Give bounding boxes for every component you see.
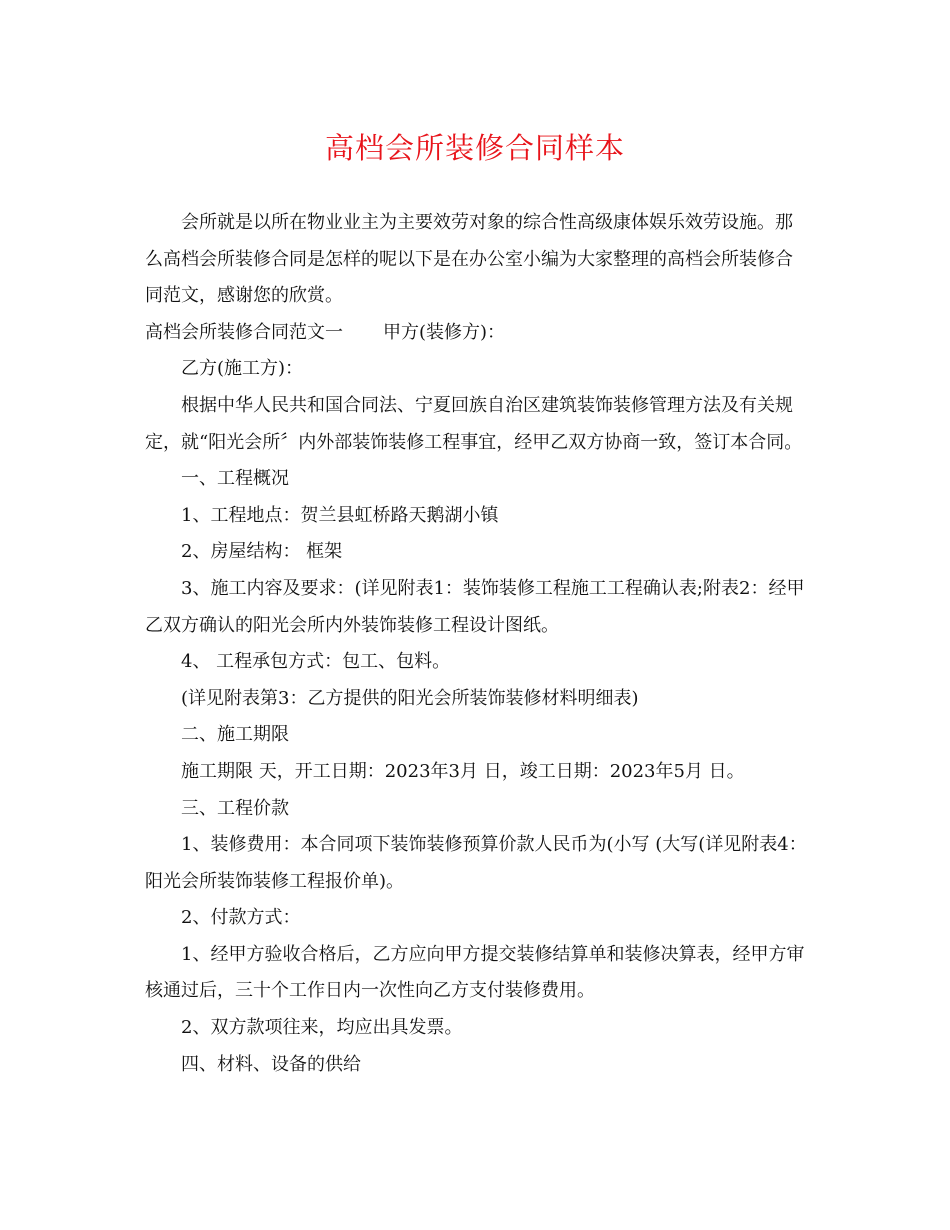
section-3-item-2: 2、付款方式： xyxy=(181,907,301,929)
section-3-title: 三、工程价款 xyxy=(181,797,289,819)
section-2-title: 二、施工期限 xyxy=(181,724,289,746)
sample-heading-line xyxy=(145,315,809,352)
intro-paragraph: 会所就是以所在物业业主为主要效劳对象的综合性高级康体娱乐效劳设施。那么高档会所装修合同是怎样的呢以下是在办公室小编为大家整理的高档会所装修合同范文，感谢您的欣赏。 xyxy=(145,212,793,307)
party-a-label: 甲方(装修方)： xyxy=(383,321,506,343)
section-1-item-3: 3、施工内容及要求：(详见附表1：装饰装修工程施工工程确认表;附表2：经甲乙双方确认的阳光会所内外装饰装修工程设计图纸。 xyxy=(145,577,805,636)
section-1-item-4-note: (详见附表第3：乙方提供的阳光会所装饰装修材料明细表) xyxy=(181,687,639,709)
section-1-item-1: 1、工程地点：贺兰县虹桥路天鹅湖小镇 xyxy=(181,504,499,526)
section-3-item-1: 1、装修费用：本合同项下装饰装修预算价款人民币为(小写 (大写(详见附表4：阳光会所装饰装修工程报价单)。 xyxy=(145,834,807,892)
basis-paragraph: 根据中华人民共和国合同法、宁夏回族自治区建筑装饰装修管理方法及有关规定，就“阳光会所〞内外部装饰装修工程事宜，经甲乙双方协商一致，签订本合同。 xyxy=(145,394,803,453)
section-1-title: 一、工程概况 xyxy=(181,468,289,490)
document-title: 高档会所装修合同样本 xyxy=(324,131,625,165)
sample-heading: 高档会所装修合同范文一 xyxy=(145,321,343,343)
party-b-label: 乙方(施工方)： xyxy=(181,358,304,380)
section-3-item-2-2: 2、双方款项往来，均应出具发票。 xyxy=(181,1017,463,1039)
section-1-item-4: 4、 工程承包方式：包工、包料。 xyxy=(181,651,451,673)
document-body xyxy=(145,205,809,1083)
section-1-item-2: 2、房屋结构： 框架 xyxy=(181,541,343,563)
section-4-title: 四、材料、设备的供给 xyxy=(181,1053,361,1075)
section-3-item-2-1: 1、经甲方验收合格后，乙方应向甲方提交装修结算单和装修决算表，经甲方审核通过后，三十个工作日内一次性向乙方支付装修费用。 xyxy=(145,943,805,1002)
section-2-item-1: 施工期限 天，开工日期：2023年3月 日，竣工日期：2023年5月 日。 xyxy=(181,760,745,782)
